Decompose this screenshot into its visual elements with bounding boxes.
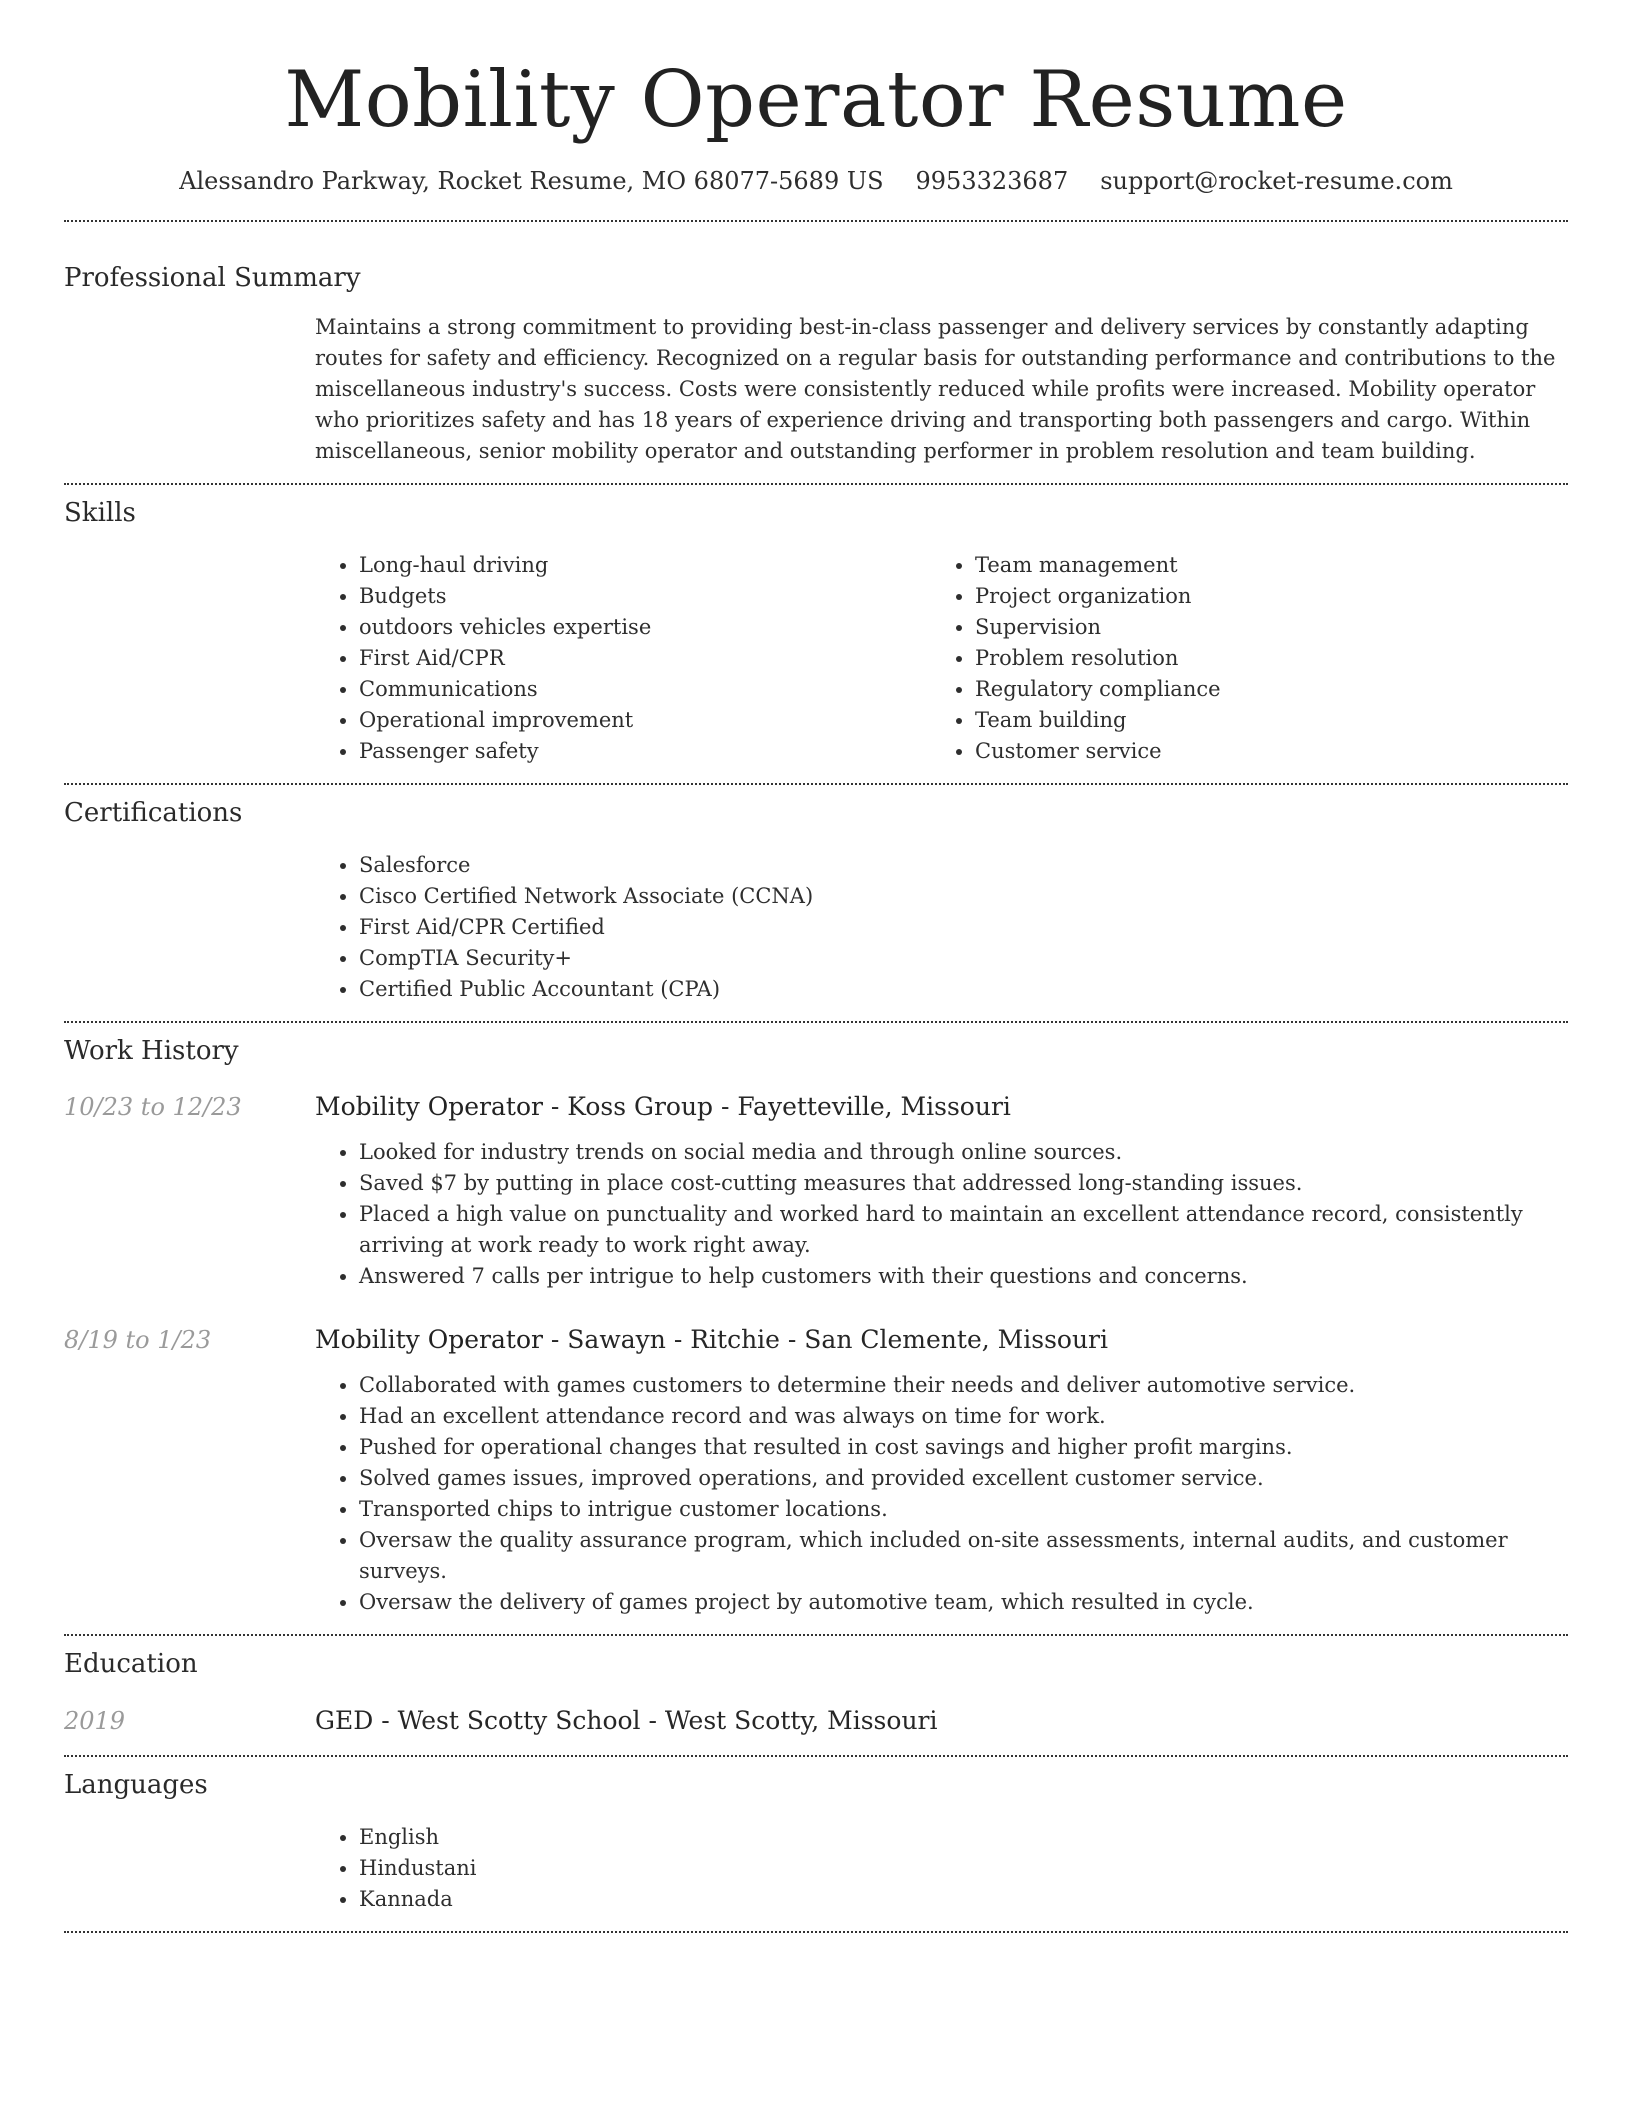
job-bullet: • Transported chips to intrigue customer locations.: [359, 1494, 1568, 1525]
job-dates: 8/19 to 1/23: [64, 1326, 212, 1354]
divider: [64, 1021, 1568, 1023]
skill-item: • Regulatory compliance: [975, 674, 1547, 705]
work-history-section: [64, 1034, 1568, 1618]
skills-list-left: [315, 550, 931, 767]
job-bullet: • Oversaw the quality assurance program, which included on-site assessments, internal audits, and customer surveys.: [359, 1525, 1568, 1587]
job-bullet: • Pushed for operational changes that resulted in cost savings and higher profit margins.: [359, 1432, 1568, 1463]
skill-item: • Team management: [975, 550, 1547, 581]
resume-title: Mobility Operator Resume: [284, 55, 1348, 145]
job-employer: - Sawayn - Ritchie - San Clemente, Missouri: [542, 1325, 1108, 1354]
education-details: GED - West Scotty School - West Scotty, Missouri: [315, 1706, 938, 1735]
job-title: Mobility Operator: [315, 1325, 543, 1354]
certifications-section: [64, 796, 1568, 1005]
contact-line: [64, 164, 1568, 198]
skill-item: • Passenger safety: [359, 736, 931, 767]
job-dates: 10/23 to 12/23: [64, 1093, 242, 1121]
languages-section: [64, 1768, 1568, 1915]
skill-item: • Long-haul driving: [359, 550, 931, 581]
languages-list: [315, 1822, 1568, 1915]
skill-item: • Customer service: [975, 736, 1547, 767]
certification-item: • Cisco Certified Network Associate (CCNA): [359, 881, 1568, 912]
languages-heading: Languages: [64, 1770, 208, 1800]
job-bullet: • Placed a high value on punctuality and worked hard to maintain an excellent attendance record, consistently arriving at work ready to work right away.: [359, 1199, 1568, 1261]
skills-heading: Skills: [64, 498, 136, 528]
job-title: Mobility Operator: [315, 1092, 543, 1121]
certification-item: • Certified Public Accountant (CPA): [359, 974, 1568, 1005]
language-item: • English: [359, 1822, 1568, 1853]
job-bullet: • Answered 7 calls per intrigue to help customers with their questions and concerns.: [359, 1261, 1568, 1292]
job-bullets: [315, 1137, 1568, 1292]
education-heading: Education: [64, 1649, 198, 1679]
skill-item: • First Aid/CPR: [359, 643, 931, 674]
skill-item: • Project organization: [975, 581, 1547, 612]
divider: [64, 1634, 1568, 1636]
job-entry: [64, 1323, 1568, 1357]
skill-item: • Communications: [359, 674, 931, 705]
education-year: 2019: [64, 1707, 126, 1735]
skills-section: [64, 496, 1568, 767]
job-bullet: • Solved games issues, improved operations, and provided excellent customer service.: [359, 1463, 1568, 1494]
skill-item: • outdoors vehicles expertise: [359, 612, 931, 643]
education-entry: [64, 1704, 1568, 1738]
divider: [64, 783, 1568, 785]
certifications-heading: Certifications: [64, 798, 243, 828]
skills-list-right: [931, 550, 1547, 767]
divider: [64, 483, 1568, 485]
job-bullet: • Oversaw the delivery of games project by automotive team, which resulted in cycle.: [359, 1587, 1568, 1618]
certification-item: • Salesforce: [359, 850, 1568, 881]
job-entry: [64, 1090, 1568, 1124]
job-heading: [315, 1090, 1011, 1124]
skill-item: • Supervision: [975, 612, 1547, 643]
job-bullet: • Looked for industry trends on social media and through online sources.: [359, 1137, 1568, 1168]
job-bullet: • Collaborated with games customers to determine their needs and deliver automotive service.: [359, 1370, 1568, 1401]
education-section: [64, 1647, 1568, 1738]
job-bullet: • Had an excellent attendance record and was always on time for work.: [359, 1401, 1568, 1432]
summary-heading: Professional Summary: [64, 263, 361, 293]
contact-phone: 9953323687: [915, 167, 1069, 195]
divider: [64, 1755, 1568, 1757]
skill-item: • Operational improvement: [359, 705, 931, 736]
summary-text: Maintains a strong commitment to providing best-in-class passenger and delivery services by constantly adapting routes for safety and efficiency. Recognized on a regular basis for outstanding performance and contributions to the miscellaneous industry's success. Costs were consistently reduced while profits were increased. Mobility operator who prioritizes safety and has 18 years of experience driving and transporting both passengers and cargo. Within miscellaneous, senior mobility operator and outstanding performer in problem resolution and team building.: [315, 315, 1556, 463]
language-item: • Hindustani: [359, 1853, 1568, 1884]
job-bullets: [315, 1370, 1568, 1618]
certification-item: • CompTIA Security+: [359, 943, 1568, 974]
job-employer: - Koss Group - Fayetteville, Missouri: [542, 1092, 1011, 1121]
job-heading: [315, 1323, 1108, 1357]
contact-email[interactable]: support@rocket-resume.com: [1100, 167, 1453, 195]
divider: [64, 220, 1568, 222]
job-bullet: • Saved $7 by putting in place cost-cutting measures that addressed long-standing issues.: [359, 1168, 1568, 1199]
skill-item: • Budgets: [359, 581, 931, 612]
skill-item: • Problem resolution: [975, 643, 1547, 674]
contact-address: Alessandro Parkway, Rocket Resume, MO 68077-5689 US: [179, 167, 884, 195]
summary-section: [64, 261, 1568, 467]
divider: [64, 1931, 1568, 1933]
skill-item: • Team building: [975, 705, 1547, 736]
certification-item: • First Aid/CPR Certified: [359, 912, 1568, 943]
certifications-list: [315, 850, 1568, 1005]
language-item: • Kannada: [359, 1884, 1568, 1915]
work-history-heading: Work History: [64, 1036, 239, 1066]
